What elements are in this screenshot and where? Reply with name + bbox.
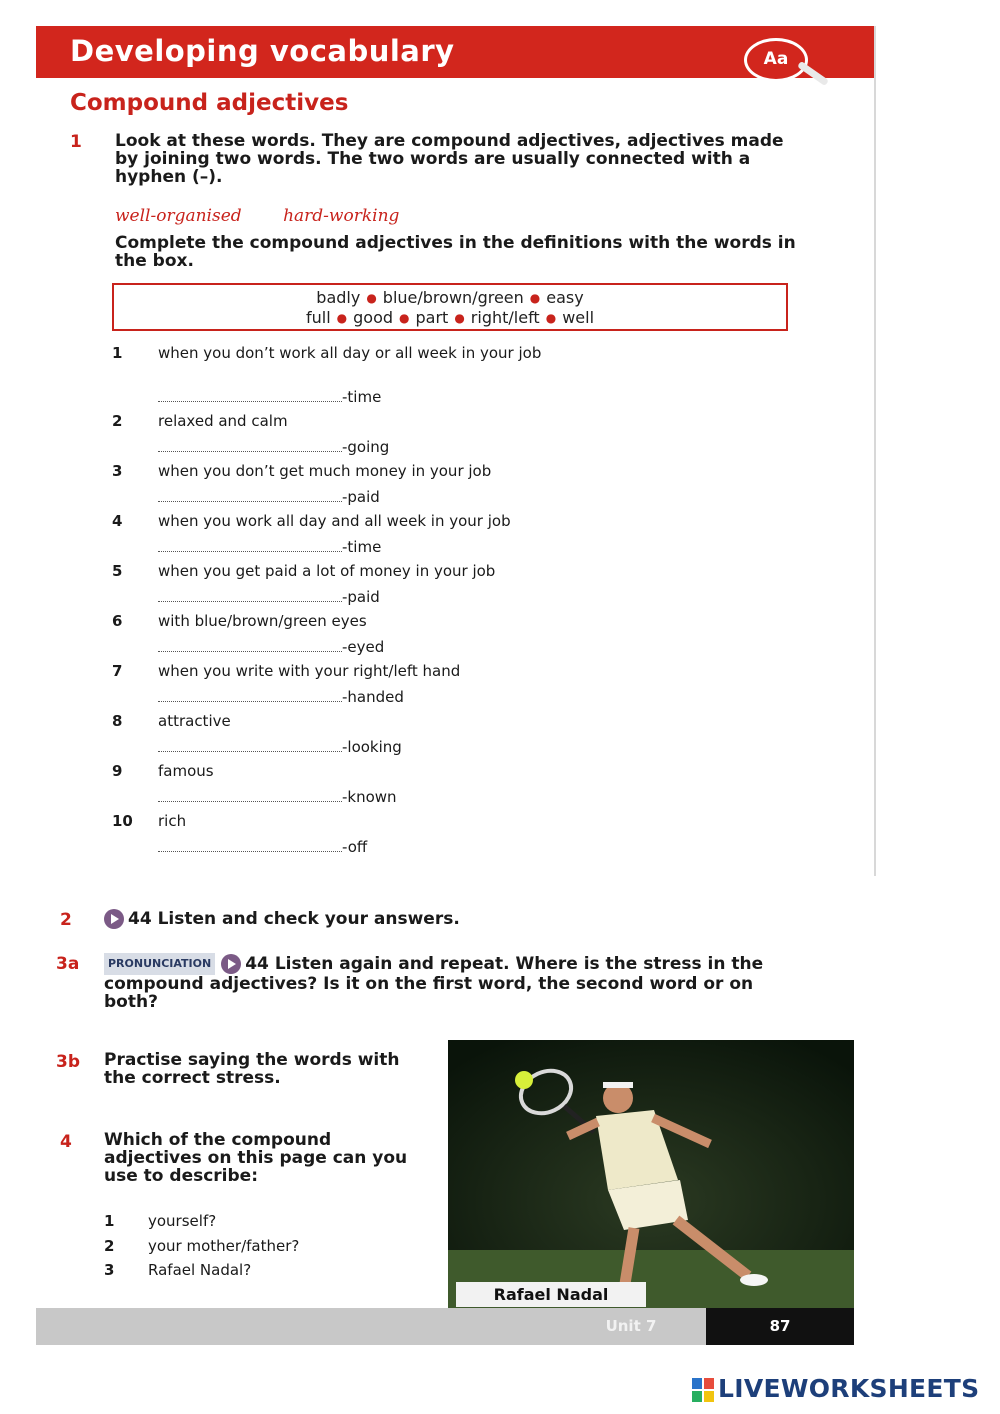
item-number: 6 — [112, 612, 123, 630]
item-definition: rich — [158, 812, 187, 830]
bullet-icon: ● — [545, 311, 557, 325]
answer-blank[interactable] — [158, 389, 342, 402]
answer-blank[interactable] — [158, 639, 342, 652]
exercise-3a-instruction — [104, 953, 764, 1011]
item-definition: relaxed and calm — [158, 412, 288, 430]
item-number: 2 — [104, 1237, 115, 1255]
answer-line — [158, 538, 381, 556]
exercise-1-instruction-2: Complete the compound adjectives in the definitions with the words in the box. — [115, 233, 796, 271]
exercise-4-instruction: Which of the compound adjectives on this page can you use to describe: — [104, 1130, 408, 1186]
audio-play-icon[interactable] — [221, 954, 241, 974]
item-number: 2 — [112, 412, 123, 430]
exercise-1-number: 1 — [70, 132, 82, 152]
word-box-word: part — [415, 308, 449, 327]
answer-blank[interactable] — [158, 839, 342, 852]
bullet-icon: ● — [399, 311, 410, 325]
item-definition: when you don’t work all day or all week in your job — [158, 344, 542, 362]
item-number: 5 — [112, 562, 123, 580]
answer-line — [158, 688, 404, 706]
answer-suffix: -looking — [342, 738, 402, 756]
audio-play-icon[interactable] — [104, 909, 124, 929]
answer-suffix: -time — [342, 538, 382, 556]
item-number: 9 — [112, 762, 123, 780]
tennis-player-photo — [448, 1040, 854, 1308]
textbook-page — [36, 26, 876, 876]
exercise-3b-number: 3b — [56, 1052, 80, 1072]
answer-line — [158, 788, 397, 806]
word-box-word: full — [305, 308, 331, 327]
answer-suffix: -known — [342, 788, 397, 806]
answer-suffix: -paid — [342, 588, 380, 606]
bullet-icon: ● — [366, 291, 377, 305]
word-box-word: badly — [316, 288, 361, 307]
exercise-3a-text: Listen again and repeat. Where is the stress in the compound adjectives? Is it on the first word, the second word or on both? — [104, 954, 764, 1012]
item-definition: famous — [158, 762, 214, 780]
answer-line — [158, 488, 380, 506]
word-box-word: easy — [546, 288, 584, 307]
exercise-3b-instruction: Practise saying the words with the correct stress. — [104, 1050, 400, 1088]
answer-line — [158, 588, 380, 606]
answer-line — [158, 838, 367, 856]
answer-blank[interactable] — [158, 489, 342, 502]
magnifier-handle-icon — [797, 61, 829, 86]
example-word: well-organised — [115, 206, 242, 226]
word-box-word: right/left — [470, 308, 540, 327]
answer-suffix: -off — [342, 838, 368, 856]
answer-suffix: -handed — [342, 688, 404, 706]
bullet-icon: ● — [336, 311, 348, 325]
exercise-2-number: 2 — [60, 910, 72, 930]
answer-blank[interactable] — [158, 739, 342, 752]
item-definition: when you don’t get much money in your job — [158, 462, 492, 480]
word-box — [112, 283, 788, 331]
page-title: Developing vocabulary — [70, 34, 455, 68]
item-definition: attractive — [158, 712, 231, 730]
list-item: your mother/father? — [148, 1237, 300, 1255]
exercise-3a-number: 3a — [56, 954, 80, 974]
header-banner — [36, 26, 874, 78]
liveworksheets-logo-icon — [692, 1378, 714, 1402]
answer-suffix: -paid — [342, 488, 380, 506]
answer-suffix: -time — [342, 388, 382, 406]
answer-suffix: -eyed — [342, 638, 385, 656]
answer-line — [158, 638, 384, 656]
word-box-line-2 — [114, 308, 786, 327]
item-number: 10 — [112, 812, 133, 830]
answer-line — [158, 738, 402, 756]
list-item: yourself? — [148, 1212, 217, 1230]
exercise-4-number: 4 — [60, 1132, 72, 1152]
answer-blank[interactable] — [158, 589, 342, 602]
item-definition: with blue/brown/green eyes — [158, 612, 367, 630]
answer-blank[interactable] — [158, 439, 342, 452]
item-definition: when you write with your right/left hand — [158, 662, 461, 680]
answer-suffix: -going — [342, 438, 390, 456]
bullet-icon: ● — [454, 311, 465, 325]
bullet-icon: ● — [529, 291, 541, 305]
word-box-word: blue/brown/green — [382, 288, 524, 307]
exercise-2-instruction — [104, 909, 804, 929]
section-title: Compound adjectives — [70, 90, 349, 116]
tennis-player-illustration — [448, 1040, 854, 1308]
item-number: 8 — [112, 712, 123, 730]
word-box-line-1 — [114, 288, 786, 307]
list-item: Rafael Nadal? — [148, 1261, 252, 1279]
answer-blank[interactable] — [158, 689, 342, 702]
answer-blank[interactable] — [158, 789, 342, 802]
word-box-word: good — [353, 308, 394, 327]
unit-label: Unit 7 — [605, 1317, 657, 1335]
item-number: 3 — [104, 1261, 115, 1279]
word-box-word: well — [562, 308, 595, 327]
item-number: 4 — [112, 512, 123, 530]
answer-blank[interactable] — [158, 539, 342, 552]
item-definition: when you work all day and all week in your job — [158, 512, 511, 530]
example-word: hard-working — [283, 206, 400, 226]
pronunciation-tag: PRONUNCIATION — [104, 953, 215, 975]
track-number: 44 — [128, 909, 152, 929]
item-number: 1 — [112, 344, 123, 362]
exercise-2-text: Listen and check your answers. — [157, 909, 460, 929]
exercise-1-instruction: Look at these words. They are compound adjectives, adjectives made by joining two words. The two words are usually connected with a hyphen (–). — [115, 131, 784, 187]
brand-wordmark: LIVEWORKSHEETS — [718, 1374, 980, 1403]
answer-line — [158, 438, 389, 456]
answer-line — [158, 388, 381, 406]
photo-caption: Rafael Nadal — [456, 1282, 646, 1307]
page-number: 87 — [706, 1308, 854, 1345]
item-number: 1 — [104, 1212, 115, 1230]
item-number: 7 — [112, 662, 123, 680]
item-definition: when you get paid a lot of money in your job — [158, 562, 496, 580]
item-number: 3 — [112, 462, 123, 480]
track-number: 44 — [245, 954, 269, 974]
example-words — [115, 206, 435, 226]
vocabulary-badge-icon: Aa — [744, 38, 808, 82]
